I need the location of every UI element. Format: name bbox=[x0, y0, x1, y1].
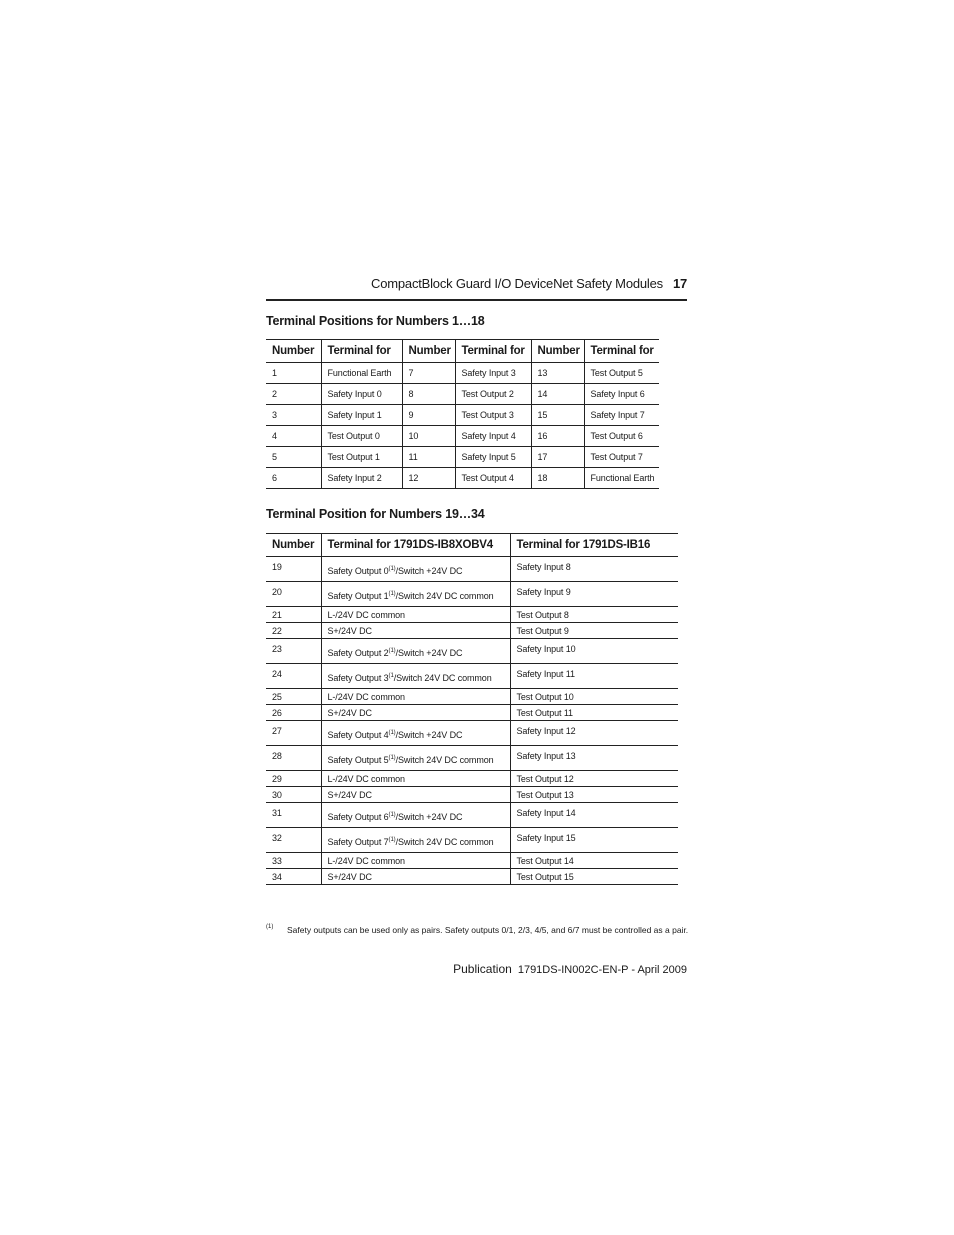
header-rule bbox=[266, 299, 687, 301]
publication-label: Publication bbox=[453, 962, 512, 976]
terminal-ib16-cell: Safety Input 12 bbox=[510, 721, 678, 746]
table1-header-cell: Terminal for bbox=[584, 340, 659, 363]
terminal-ib8xobv4-cell bbox=[321, 771, 510, 787]
terminal-ib16-cell: Safety Input 11 bbox=[510, 664, 678, 689]
terminal-ib8xobv4-cell bbox=[321, 664, 510, 689]
terminal-ib16-cell: Test Output 15 bbox=[510, 869, 678, 885]
table-cell: Test Output 5 bbox=[584, 363, 659, 384]
terminal-label-suffix: /Switch 24V DC common bbox=[393, 673, 492, 683]
table-row bbox=[266, 705, 678, 721]
terminal-label: Safety Output 1 bbox=[327, 591, 389, 601]
table2-header-cell: Terminal for 1791DS-IB8XOBV4 bbox=[321, 534, 510, 557]
terminal-number-cell: 20 bbox=[266, 582, 321, 607]
table-row bbox=[266, 623, 678, 639]
table-row bbox=[266, 405, 659, 426]
footnote-reference: (1) bbox=[388, 648, 396, 654]
terminal-label: L-/24V DC common bbox=[327, 855, 405, 866]
table-cell: 5 bbox=[266, 447, 321, 468]
terminal-ib8xobv4-cell bbox=[321, 582, 510, 607]
table-row bbox=[266, 721, 678, 746]
table2-title: Terminal Position for Numbers 19…34 bbox=[266, 507, 485, 521]
terminal-ib8xobv4-cell bbox=[321, 607, 510, 623]
terminal-label: S+/24V DC bbox=[327, 789, 372, 800]
terminal-number-cell: 31 bbox=[266, 803, 321, 828]
terminal-ib16-cell: Safety Input 9 bbox=[510, 582, 678, 607]
table-cell: Safety Input 5 bbox=[455, 447, 531, 468]
page-header bbox=[266, 276, 687, 291]
footnote-text: Safety outputs can be used only as pairs. Safety outputs 0/1, 2/3, 4/5, and 6/7 must be controlled as a pair. bbox=[287, 925, 689, 935]
publication-id: 1791DS-IN002C-EN-P - April 2009 bbox=[517, 964, 687, 976]
terminal-label: Safety Output 4 bbox=[327, 730, 389, 740]
footnote-reference: (1) bbox=[388, 566, 396, 572]
terminal-label-suffix: /Switch +24V DC bbox=[395, 730, 463, 740]
table-cell: Test Output 0 bbox=[321, 426, 402, 447]
table-cell: Safety Input 4 bbox=[455, 426, 531, 447]
terminal-label: L-/24V DC common bbox=[327, 773, 405, 784]
terminal-label: S+/24V DC bbox=[327, 871, 372, 882]
table-row bbox=[266, 582, 678, 607]
table-row bbox=[266, 803, 678, 828]
terminal-label: L-/24V DC common bbox=[327, 691, 405, 702]
terminal-ib8xobv4-cell bbox=[321, 787, 510, 803]
table-row bbox=[266, 607, 678, 623]
table-cell: Functional Earth bbox=[584, 468, 659, 489]
table-row bbox=[266, 384, 659, 405]
table-row bbox=[266, 447, 659, 468]
table-cell: 11 bbox=[402, 447, 455, 468]
terminal-number-cell: 24 bbox=[266, 664, 321, 689]
terminal-label: L-/24V DC common bbox=[327, 609, 405, 620]
table-cell: Safety Input 6 bbox=[584, 384, 659, 405]
table-cell: Test Output 6 bbox=[584, 426, 659, 447]
terminal-label: S+/24V DC bbox=[327, 707, 372, 718]
terminal-ib8xobv4-cell bbox=[321, 705, 510, 721]
terminal-ib16-cell: Test Output 12 bbox=[510, 771, 678, 787]
table-row bbox=[266, 853, 678, 869]
table-row bbox=[266, 468, 659, 489]
table-cell: Test Output 2 bbox=[455, 384, 531, 405]
table2-header-cell: Number bbox=[266, 534, 321, 557]
terminal-number-cell: 30 bbox=[266, 787, 321, 803]
footnote-reference: (1) bbox=[388, 837, 396, 843]
terminal-ib8xobv4-cell bbox=[321, 557, 510, 582]
terminal-ib16-cell: Safety Input 13 bbox=[510, 746, 678, 771]
page-footer bbox=[266, 962, 687, 976]
terminal-ib8xobv4-cell bbox=[321, 803, 510, 828]
table-cell: 4 bbox=[266, 426, 321, 447]
table-cell: Safety Input 2 bbox=[321, 468, 402, 489]
table-row bbox=[266, 689, 678, 705]
table-cell: Test Output 4 bbox=[455, 468, 531, 489]
terminal-number-cell: 25 bbox=[266, 689, 321, 705]
terminal-number-cell: 29 bbox=[266, 771, 321, 787]
page-number: 17 bbox=[672, 276, 687, 291]
terminal-label: S+/24V DC bbox=[327, 625, 372, 636]
terminal-ib8xobv4-cell bbox=[321, 853, 510, 869]
footnote-reference: (1 bbox=[388, 673, 394, 679]
table-row bbox=[266, 639, 678, 664]
terminal-number-cell: 34 bbox=[266, 869, 321, 885]
table-row bbox=[266, 828, 678, 853]
footnote-mark: (1) bbox=[266, 924, 274, 930]
table-row bbox=[266, 771, 678, 787]
table-cell: Safety Input 7 bbox=[584, 405, 659, 426]
terminal-ib16-cell: Test Output 9 bbox=[510, 623, 678, 639]
table-cell: Test Output 7 bbox=[584, 447, 659, 468]
footnote bbox=[266, 923, 689, 935]
terminal-ib16-cell: Test Output 10 bbox=[510, 689, 678, 705]
terminal-label-suffix: /Switch +24V DC bbox=[395, 812, 463, 822]
terminal-ib8xobv4-cell bbox=[321, 746, 510, 771]
table-cell: 12 bbox=[402, 468, 455, 489]
table-row bbox=[266, 746, 678, 771]
terminal-number-cell: 23 bbox=[266, 639, 321, 664]
table-row bbox=[266, 557, 678, 582]
table-cell: 14 bbox=[531, 384, 584, 405]
terminal-ib16-cell: Safety Input 14 bbox=[510, 803, 678, 828]
table-row bbox=[266, 363, 659, 384]
terminal-label: Safety Output 7 bbox=[327, 837, 389, 847]
terminal-ib16-cell: Safety Input 15 bbox=[510, 828, 678, 853]
table-cell: 17 bbox=[531, 447, 584, 468]
table2-header-cell: Terminal for 1791DS-IB16 bbox=[510, 534, 678, 557]
table-cell: 7 bbox=[402, 363, 455, 384]
terminal-ib8xobv4-cell bbox=[321, 689, 510, 705]
table-cell: 1 bbox=[266, 363, 321, 384]
terminal-ib8xobv4-cell bbox=[321, 623, 510, 639]
terminal-number-cell: 28 bbox=[266, 746, 321, 771]
terminal-label: Safety Output 0 bbox=[327, 566, 389, 576]
footnote-reference: (1) bbox=[388, 812, 396, 818]
table-cell: 2 bbox=[266, 384, 321, 405]
header-title: CompactBlock Guard I/O DeviceNet Safety Modules bbox=[371, 276, 663, 291]
terminal-label: Safety Output 3 bbox=[327, 673, 389, 683]
table-cell: 8 bbox=[402, 384, 455, 405]
terminal-label-suffix: /Switch 24V DC common bbox=[395, 837, 494, 847]
terminal-label: Safety Output 2 bbox=[327, 648, 389, 658]
table-cell: Safety Input 1 bbox=[321, 405, 402, 426]
terminal-label: Safety Output 5 bbox=[327, 755, 389, 765]
terminal-label-suffix: /Switch +24V DC bbox=[395, 566, 463, 576]
table-cell: Functional Earth bbox=[321, 363, 402, 384]
terminal-ib16-cell: Safety Input 8 bbox=[510, 557, 678, 582]
table-cell: 18 bbox=[531, 468, 584, 489]
table2-header-row bbox=[266, 534, 678, 557]
terminal-ib16-cell: Test Output 13 bbox=[510, 787, 678, 803]
table-row bbox=[266, 426, 659, 447]
table-cell: 13 bbox=[531, 363, 584, 384]
table1-header-cell: Terminal for bbox=[455, 340, 531, 363]
terminal-number-cell: 33 bbox=[266, 853, 321, 869]
table-cell: 3 bbox=[266, 405, 321, 426]
terminal-ib8xobv4-cell bbox=[321, 639, 510, 664]
terminal-ib16-cell: Safety Input 10 bbox=[510, 639, 678, 664]
terminal-number-cell: 22 bbox=[266, 623, 321, 639]
table-cell: 10 bbox=[402, 426, 455, 447]
table1-title: Terminal Positions for Numbers 1…18 bbox=[266, 314, 485, 328]
table-cell: Test Output 1 bbox=[321, 447, 402, 468]
footnote-reference: (1) bbox=[388, 755, 396, 761]
table1-header-cell: Number bbox=[402, 340, 455, 363]
table-cell: Safety Input 0 bbox=[321, 384, 402, 405]
table-cell: 6 bbox=[266, 468, 321, 489]
terminal-label-suffix: /Switch 24V DC common bbox=[395, 755, 494, 765]
terminal-ib16-cell: Test Output 14 bbox=[510, 853, 678, 869]
table-cell: 9 bbox=[402, 405, 455, 426]
table1-header-row bbox=[266, 340, 659, 363]
table-row bbox=[266, 787, 678, 803]
table1-header-cell: Number bbox=[531, 340, 584, 363]
terminal-number-cell: 26 bbox=[266, 705, 321, 721]
table-cell: Test Output 3 bbox=[455, 405, 531, 426]
terminal-ib8xobv4-cell bbox=[321, 869, 510, 885]
terminal-number-cell: 32 bbox=[266, 828, 321, 853]
terminal-positions-table-19-34 bbox=[266, 533, 678, 885]
footnote-reference: (1) bbox=[388, 730, 396, 736]
terminal-number-cell: 19 bbox=[266, 557, 321, 582]
terminal-ib16-cell: Test Output 11 bbox=[510, 705, 678, 721]
table-cell: 16 bbox=[531, 426, 584, 447]
footnote-reference: (1) bbox=[388, 591, 396, 597]
terminal-label-suffix: /Switch +24V DC bbox=[395, 648, 463, 658]
terminal-label: Safety Output 6 bbox=[327, 812, 389, 822]
table-row bbox=[266, 869, 678, 885]
terminal-ib16-cell: Test Output 8 bbox=[510, 607, 678, 623]
table1-header-cell: Terminal for bbox=[321, 340, 402, 363]
terminal-number-cell: 21 bbox=[266, 607, 321, 623]
terminal-positions-table-1-18 bbox=[266, 339, 659, 489]
table-cell: 15 bbox=[531, 405, 584, 426]
table-cell: Safety Input 3 bbox=[455, 363, 531, 384]
terminal-label-suffix: /Switch 24V DC common bbox=[395, 591, 494, 601]
terminal-number-cell: 27 bbox=[266, 721, 321, 746]
terminal-ib8xobv4-cell bbox=[321, 828, 510, 853]
table1-header-cell: Number bbox=[266, 340, 321, 363]
terminal-ib8xobv4-cell bbox=[321, 721, 510, 746]
table-row bbox=[266, 664, 678, 689]
